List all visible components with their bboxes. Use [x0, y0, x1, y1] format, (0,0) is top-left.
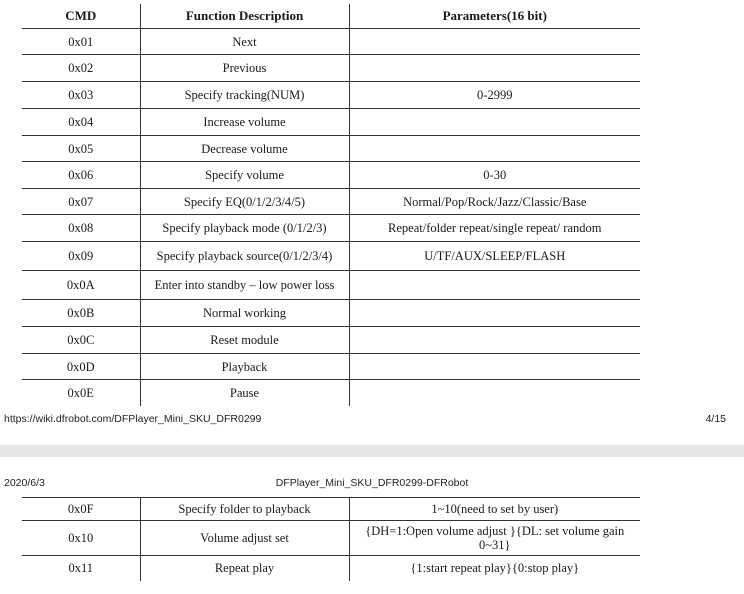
parameter-cell: 0-2999 — [349, 82, 640, 109]
parameter-cell — [349, 109, 640, 136]
table-row — [22, 162, 640, 189]
cmd-cell: 0x06 — [22, 162, 140, 189]
parameter-cell: {1:start repeat play}{0:stop play} — [349, 556, 640, 581]
function-cell: Specify playback source(0/1/2/3/4) — [140, 242, 349, 271]
cmd-cell: 0x03 — [22, 82, 140, 109]
function-cell: Next — [140, 29, 349, 55]
header-function: Function Description — [140, 4, 349, 29]
function-cell: Previous — [140, 55, 349, 82]
function-cell: Playback — [140, 354, 349, 380]
command-table-continued — [22, 497, 640, 581]
parameter-cell: 0-30 — [349, 162, 640, 189]
table-row — [22, 242, 640, 271]
function-cell: Decrease volume — [140, 136, 349, 162]
header-date: 2020/6/3 — [4, 477, 45, 489]
cmd-cell: 0x08 — [22, 215, 140, 242]
function-cell: Volume adjust set — [140, 521, 349, 556]
cmd-cell: 0x07 — [22, 189, 140, 215]
table-row — [22, 327, 640, 354]
table-row — [22, 136, 640, 162]
table-row — [22, 271, 640, 300]
table-row — [22, 354, 640, 380]
cmd-cell: 0x01 — [22, 29, 140, 55]
function-cell: Increase volume — [140, 109, 349, 136]
function-cell: Enter into standby – low power loss — [140, 271, 349, 300]
parameter-cell: Normal/Pop/Rock/Jazz/Classic/Base — [349, 189, 640, 215]
table-row — [22, 380, 640, 406]
cmd-cell: 0x11 — [22, 556, 140, 581]
header-parameters: Parameters(16 bit) — [349, 4, 640, 29]
header-doc-title: DFPlayer_Mini_SKU_DFR0299-DFRobot — [275, 477, 469, 489]
table-row — [22, 521, 640, 556]
table-row — [22, 55, 640, 82]
parameter-cell — [349, 55, 640, 82]
cmd-cell: 0x02 — [22, 55, 140, 82]
table-row — [22, 189, 640, 215]
page-gap — [0, 445, 744, 457]
table-row — [22, 498, 640, 521]
table-row — [22, 109, 640, 136]
parameter-cell: U/TF/AUX/SLEEP/FLASH — [349, 242, 640, 271]
table-row — [22, 300, 640, 327]
footer-url[interactable]: https://wiki.dfrobot.com/DFPlayer_Mini_SKU_DFR0299 — [4, 413, 262, 425]
parameter-cell — [349, 29, 640, 55]
cmd-cell: 0x0B — [22, 300, 140, 327]
parameter-cell — [349, 271, 640, 300]
header-cmd: CMD — [22, 4, 140, 29]
cmd-cell: 0x0C — [22, 327, 140, 354]
command-table — [22, 4, 640, 406]
table-row — [22, 215, 640, 242]
function-cell: Reset module — [140, 327, 349, 354]
table-row — [22, 556, 640, 581]
table-header-row — [22, 4, 640, 29]
parameter-cell — [349, 380, 640, 406]
parameter-cell: {DH=1:Open volume adjust }{DL: set volume gain 0~31} — [349, 521, 640, 556]
parameter-cell — [349, 354, 640, 380]
function-cell: Specify playback mode (0/1/2/3) — [140, 215, 349, 242]
parameter-cell — [349, 300, 640, 327]
function-cell: Specify tracking(NUM) — [140, 82, 349, 109]
function-cell: Normal working — [140, 300, 349, 327]
cmd-cell: 0x04 — [22, 109, 140, 136]
cmd-cell: 0x05 — [22, 136, 140, 162]
footer-page-number: 4/15 — [705, 413, 726, 425]
cmd-cell: 0x0D — [22, 354, 140, 380]
function-cell: Pause — [140, 380, 349, 406]
cmd-cell: 0x0E — [22, 380, 140, 406]
function-cell: Specify folder to playback — [140, 498, 349, 521]
cmd-cell: 0x0A — [22, 271, 140, 300]
cmd-cell: 0x0F — [22, 498, 140, 521]
table-row — [22, 82, 640, 109]
table-row — [22, 29, 640, 55]
cmd-cell: 0x10 — [22, 521, 140, 556]
function-cell: Specify volume — [140, 162, 349, 189]
parameter-cell: 1~10(need to set by user) — [349, 498, 640, 521]
parameter-cell — [349, 327, 640, 354]
cmd-cell: 0x09 — [22, 242, 140, 271]
function-cell: Repeat play — [140, 556, 349, 581]
parameter-cell — [349, 136, 640, 162]
function-cell: Specify EQ(0/1/2/3/4/5) — [140, 189, 349, 215]
parameter-cell: Repeat/folder repeat/single repeat/ random — [349, 215, 640, 242]
